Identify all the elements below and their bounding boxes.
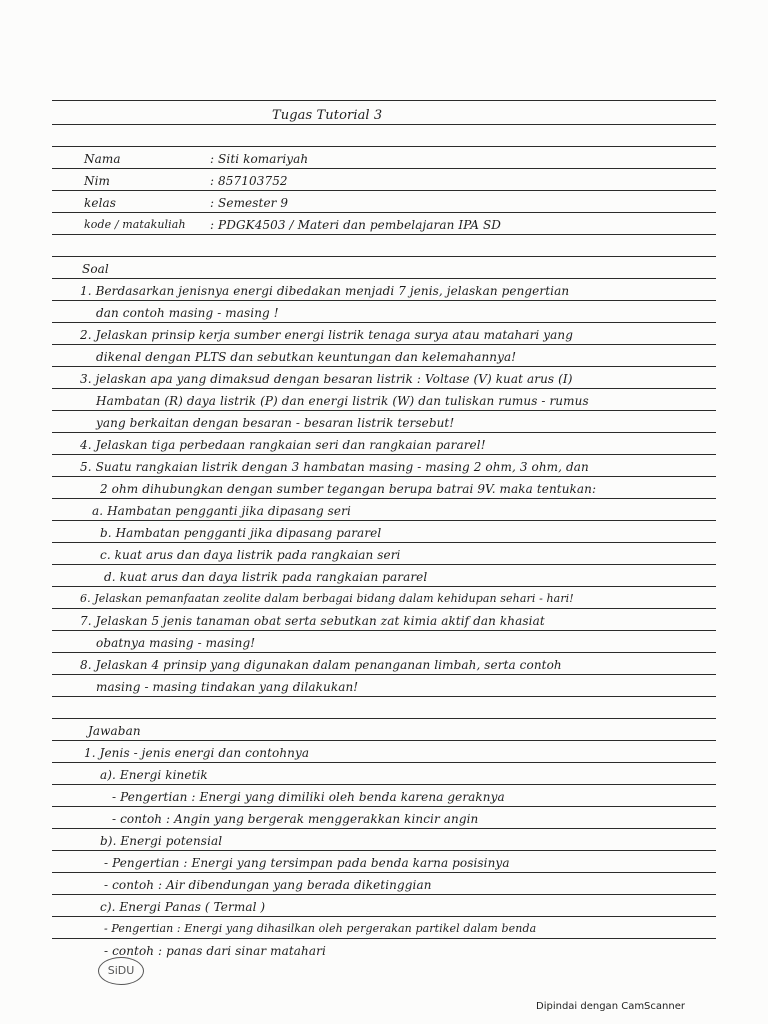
ruled-line bbox=[52, 608, 716, 609]
ruled-line bbox=[52, 278, 716, 279]
soal-line: a. Hambatan pengganti jika dipasang seri bbox=[92, 504, 351, 518]
ruled-line bbox=[52, 212, 716, 213]
ruled-line bbox=[52, 762, 716, 763]
notebook-logo: SiDU bbox=[98, 957, 144, 985]
ruled-line bbox=[52, 740, 716, 741]
ruled-line bbox=[52, 168, 716, 169]
ruled-line bbox=[52, 234, 716, 235]
jawaban-line: - Pengertian : Energi yang dimiliki oleh benda karena geraknya bbox=[112, 790, 505, 804]
jawaban-line: b). Energi potensial bbox=[100, 834, 223, 848]
ruled-line bbox=[52, 850, 716, 851]
soal-line: obatnya masing - masing! bbox=[96, 636, 256, 650]
ruled-line bbox=[52, 894, 716, 895]
soal-heading: Soal bbox=[82, 262, 109, 276]
ruled-line bbox=[52, 828, 716, 829]
kode-label: kode / matakuliah bbox=[84, 218, 186, 231]
kelas-value: : Semester 9 bbox=[210, 196, 289, 210]
ruled-line bbox=[52, 520, 716, 521]
ruled-line bbox=[52, 586, 716, 587]
soal-line: dan contoh masing - masing ! bbox=[96, 306, 279, 320]
soal-line: 3. jelaskan apa yang dimaksud dengan besaran listrik : Voltase (V) kuat arus (I) bbox=[80, 372, 573, 386]
ruled-line bbox=[52, 432, 716, 433]
ruled-line bbox=[52, 344, 716, 345]
ruled-line bbox=[52, 322, 716, 323]
soal-line: Hambatan (R) daya listrik (P) dan energi listrik (W) dan tuliskan rumus - rumus bbox=[96, 394, 589, 408]
ruled-line bbox=[52, 630, 716, 631]
soal-line: 2. Jelaskan prinsip kerja sumber energi listrik tenaga surya atau matahari yang bbox=[80, 328, 574, 342]
ruled-line bbox=[52, 916, 716, 917]
soal-line: 2 ohm dihubungkan dengan sumber tegangan berupa batrai 9V. maka tentukan: bbox=[100, 482, 597, 496]
ruled-line bbox=[52, 388, 716, 389]
ruled-line bbox=[52, 674, 716, 675]
soal-line: yang berkaitan dengan besaran - besaran listrik tersebut! bbox=[96, 416, 455, 430]
ruled-line bbox=[52, 564, 716, 565]
ruled-line bbox=[52, 498, 716, 499]
ruled-line bbox=[52, 146, 716, 147]
ruled-line bbox=[52, 100, 716, 101]
jawaban-line: - Pengertian : Energi yang tersimpan pada benda karna posisinya bbox=[104, 856, 510, 870]
ruled-line bbox=[52, 454, 716, 455]
ruled-line bbox=[52, 652, 716, 653]
jawaban-line: 1. Jenis - jenis energi dan contohnya bbox=[84, 746, 310, 760]
soal-line: masing - masing tindakan yang dilakukan! bbox=[96, 680, 359, 694]
ruled-line bbox=[52, 718, 716, 719]
soal-line: 4. Jelaskan tiga perbedaan rangkaian seri dan rangkaian pararel! bbox=[80, 438, 486, 452]
ruled-line bbox=[52, 410, 716, 411]
page-title: Tugas Tutorial 3 bbox=[272, 108, 383, 123]
nim-value: : 857103752 bbox=[210, 174, 288, 188]
jawaban-line: - contoh : Angin yang bergerak menggerakkan kincir angin bbox=[112, 812, 479, 826]
soal-line: dikenal dengan PLTS dan sebutkan keuntungan dan kelemahannya! bbox=[96, 350, 517, 364]
ruled-line bbox=[52, 256, 716, 257]
ruled-line bbox=[52, 872, 716, 873]
kode-value: : PDGK4503 / Materi dan pembelajaran IPA SD bbox=[210, 218, 502, 232]
nama-value: : Siti komariyah bbox=[210, 152, 309, 166]
jawaban-line: a). Energi kinetik bbox=[100, 768, 208, 782]
jawaban-line: - contoh : panas dari sinar matahari bbox=[104, 944, 326, 958]
ruled-line bbox=[52, 124, 716, 125]
soal-line: d. kuat arus dan daya listrik pada rangkaian pararel bbox=[104, 570, 428, 584]
ruled-line bbox=[52, 806, 716, 807]
soal-line: 1. Berdasarkan jenisnya energi dibedakan menjadi 7 jenis, jelaskan pengertian bbox=[80, 284, 570, 298]
jawaban-line: - contoh : Air dibendungan yang berada diketinggian bbox=[104, 878, 432, 892]
ruled-line bbox=[52, 696, 716, 697]
scanner-footer: Dipindai dengan CamScanner bbox=[536, 1001, 685, 1012]
ruled-line bbox=[52, 300, 716, 301]
nama-label: Nama bbox=[84, 152, 121, 166]
ruled-line bbox=[52, 542, 716, 543]
soal-line: 6. Jelaskan pemanfaatan zeolite dalam berbagai bidang dalam kehidupan sehari - hari! bbox=[80, 592, 574, 605]
soal-line: c. kuat arus dan daya listrik pada rangkaian seri bbox=[100, 548, 401, 562]
jawaban-line: c). Energi Panas ( Termal ) bbox=[100, 900, 266, 914]
ruled-line bbox=[52, 784, 716, 785]
jawaban-line: - Pengertian : Energi yang dihasilkan oleh pergerakan partikel dalam benda bbox=[104, 922, 537, 935]
soal-line: 5. Suatu rangkaian listrik dengan 3 hambatan masing - masing 2 ohm, 3 ohm, dan bbox=[80, 460, 589, 474]
soal-line: 8. Jelaskan 4 prinsip yang digunakan dalam penanganan limbah, serta contoh bbox=[80, 658, 562, 672]
ruled-line bbox=[52, 476, 716, 477]
ruled-line bbox=[52, 938, 716, 939]
soal-line: 7. Jelaskan 5 jenis tanaman obat serta sebutkan zat kimia aktif dan khasiat bbox=[80, 614, 545, 628]
nim-label: Nim bbox=[84, 174, 111, 188]
jawaban-heading: Jawaban bbox=[88, 724, 141, 738]
ruled-line bbox=[52, 366, 716, 367]
ruled-line bbox=[52, 190, 716, 191]
soal-line: b. Hambatan pengganti jika dipasang pararel bbox=[100, 526, 382, 540]
kelas-label: kelas bbox=[84, 196, 117, 210]
